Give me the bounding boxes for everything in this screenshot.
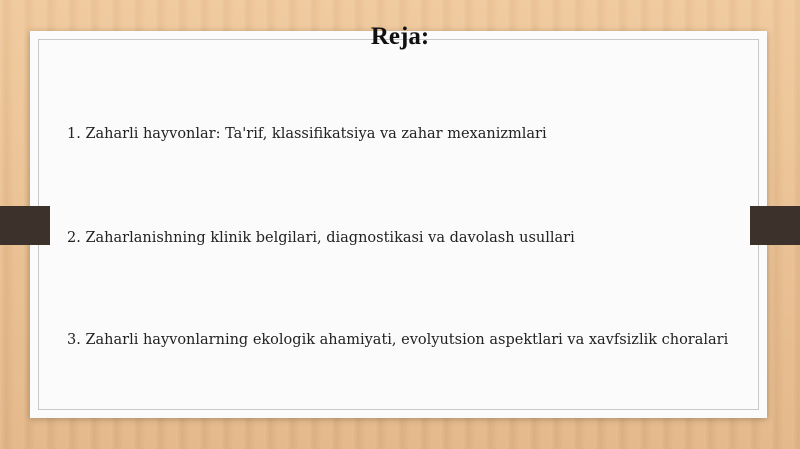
plan-item-1: 1. Zaharli hayvonlar: Ta'rif, klassifikatsiya va zahar mexanizmlari [67, 126, 547, 142]
card-border [38, 39, 759, 410]
left-side-tab [0, 206, 50, 245]
right-side-tab [750, 206, 800, 245]
plan-item-2: 2. Zaharlanishning klinik belgilari, diagnostikasi va davolash usullari [67, 230, 575, 246]
plan-item-3: 3. Zaharli hayvonlarning ekologik ahamiyati, evolyutsion aspektlari va xavfsizlik choralari [67, 332, 729, 348]
slide-title: Reja: [370, 23, 430, 50]
slide-card [30, 31, 767, 418]
